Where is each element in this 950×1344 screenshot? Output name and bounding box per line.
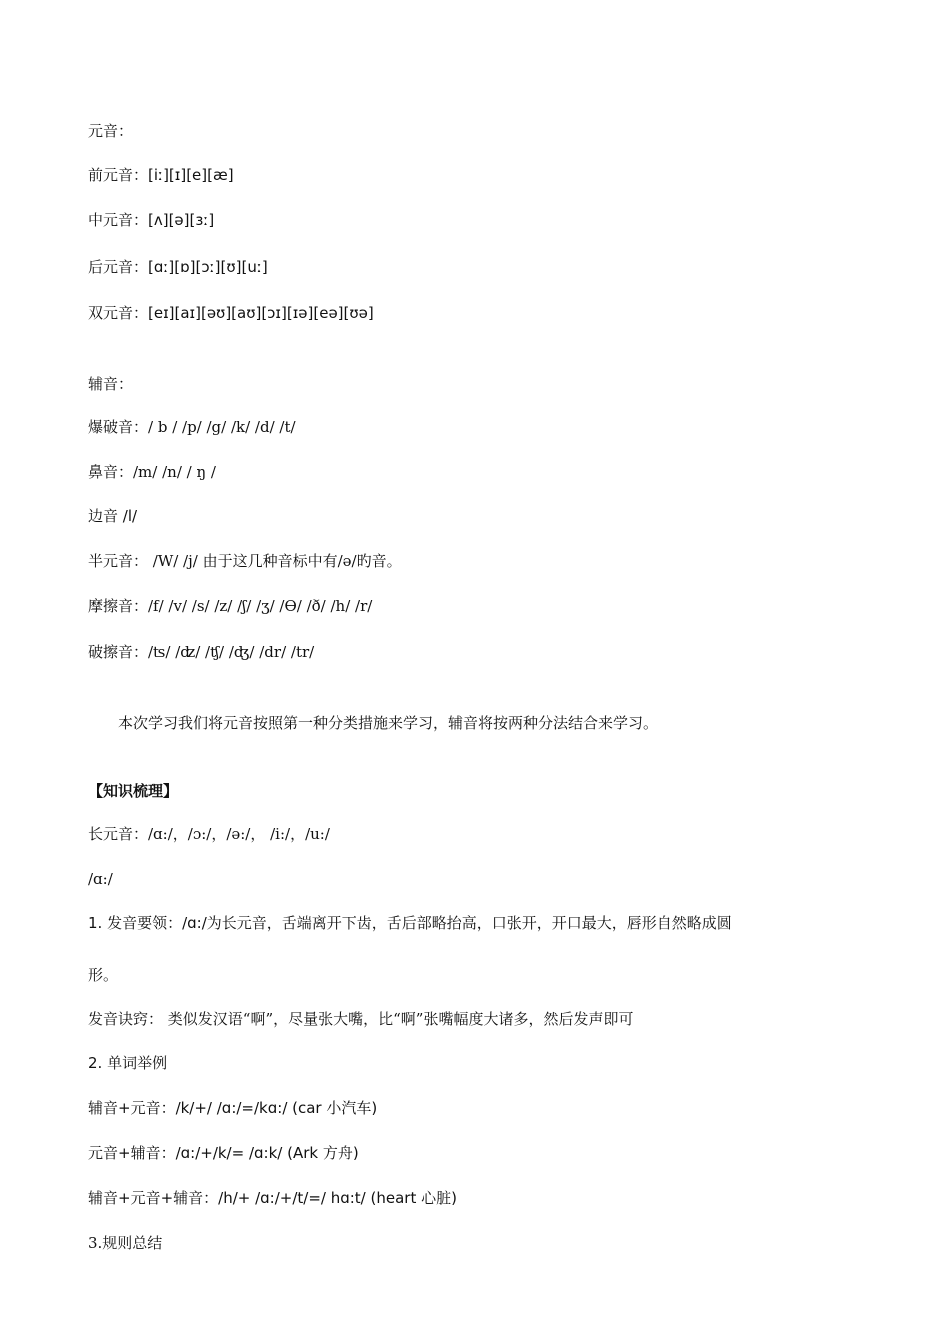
plosives-line: 爆破音：/ b / /p/ /g/ /k/ /d/ /t/ (88, 418, 296, 436)
study-note-paragraph: 本次学习我们将元音按照第一种分类措施来学习，辅音将按两种分法结合来学习。 (118, 714, 659, 732)
affricates-line: 破擦音：/ʦ/ /ʣ/ /ʧ/ /ʤ/ /dr/ /tr/ (88, 643, 315, 661)
example-consonant-vowel-consonant: 辅音+元音+辅音：/h/+ /ɑ:/+/t/=/ hɑ:t/ (heart 心脏) (88, 1189, 457, 1207)
vowels-heading: 元音： (88, 122, 134, 140)
example-vowel-consonant: 元音+辅音：/ɑ:/+/k/= /ɑ:k/ (Ark 方舟) (88, 1144, 359, 1162)
current-sound-label: /ɑ:/ (88, 870, 113, 888)
pronunciation-tip: 发音诀窍： 类似发汉语“啊”，尽量张大嘴，比“啊”张嘴幅度大诸多，然后发声即可 (88, 1010, 634, 1028)
knowledge-section-heading: 【知识梳理】 (88, 782, 179, 800)
consonants-heading: 辅音： (88, 375, 134, 393)
semivowels-line: 半元音： /W/ /j/ 由于这几种音标中有/ə/旳音。 (88, 552, 402, 570)
diphthongs-line: 双元音：[eɪ][aɪ][əʊ][aʊ][ɔɪ][ɪə][eə][ʊə] (88, 304, 374, 322)
back-vowels-line: 后元音：[ɑː][ɒ][ɔː][ʊ][uː] (88, 258, 268, 276)
front-vowels-line: 前元音：[iː][ɪ][e][æ] (88, 166, 234, 184)
pronunciation-point-line1: 1. 发音要领：/ɑ:/为长元音，舌端离开下齿，舌后部略抬高，口张开，开口最大，唇形自然略成圆 (88, 914, 732, 932)
word-examples-heading: 2. 单词举例 (88, 1054, 168, 1072)
fricatives-line: 摩擦音：/f/ /v/ /s/ /z/ /ʃ/ /ʒ/ /Ɵ/ /ð/ /h/ /r/ (88, 597, 373, 615)
pronunciation-point-line2: 形。 (88, 966, 119, 984)
nasals-line: 鼻音：/m/ /n/ / ŋ / (88, 463, 216, 481)
central-vowels-line: 中元音：[ʌ][ə][ɜː] (88, 211, 215, 229)
long-vowels-line: 长元音：/ɑ:/，/ɔ:/，/ə:/， /i:/，/u:/ (88, 825, 330, 843)
lateral-line: 边音 /l/ (88, 507, 138, 525)
rules-summary-heading: 3.规则总结 (88, 1234, 163, 1252)
example-consonant-vowel: 辅音+元音：/k/+/ /ɑ:/=/kɑ:/ (car 小汽车) (88, 1099, 378, 1117)
